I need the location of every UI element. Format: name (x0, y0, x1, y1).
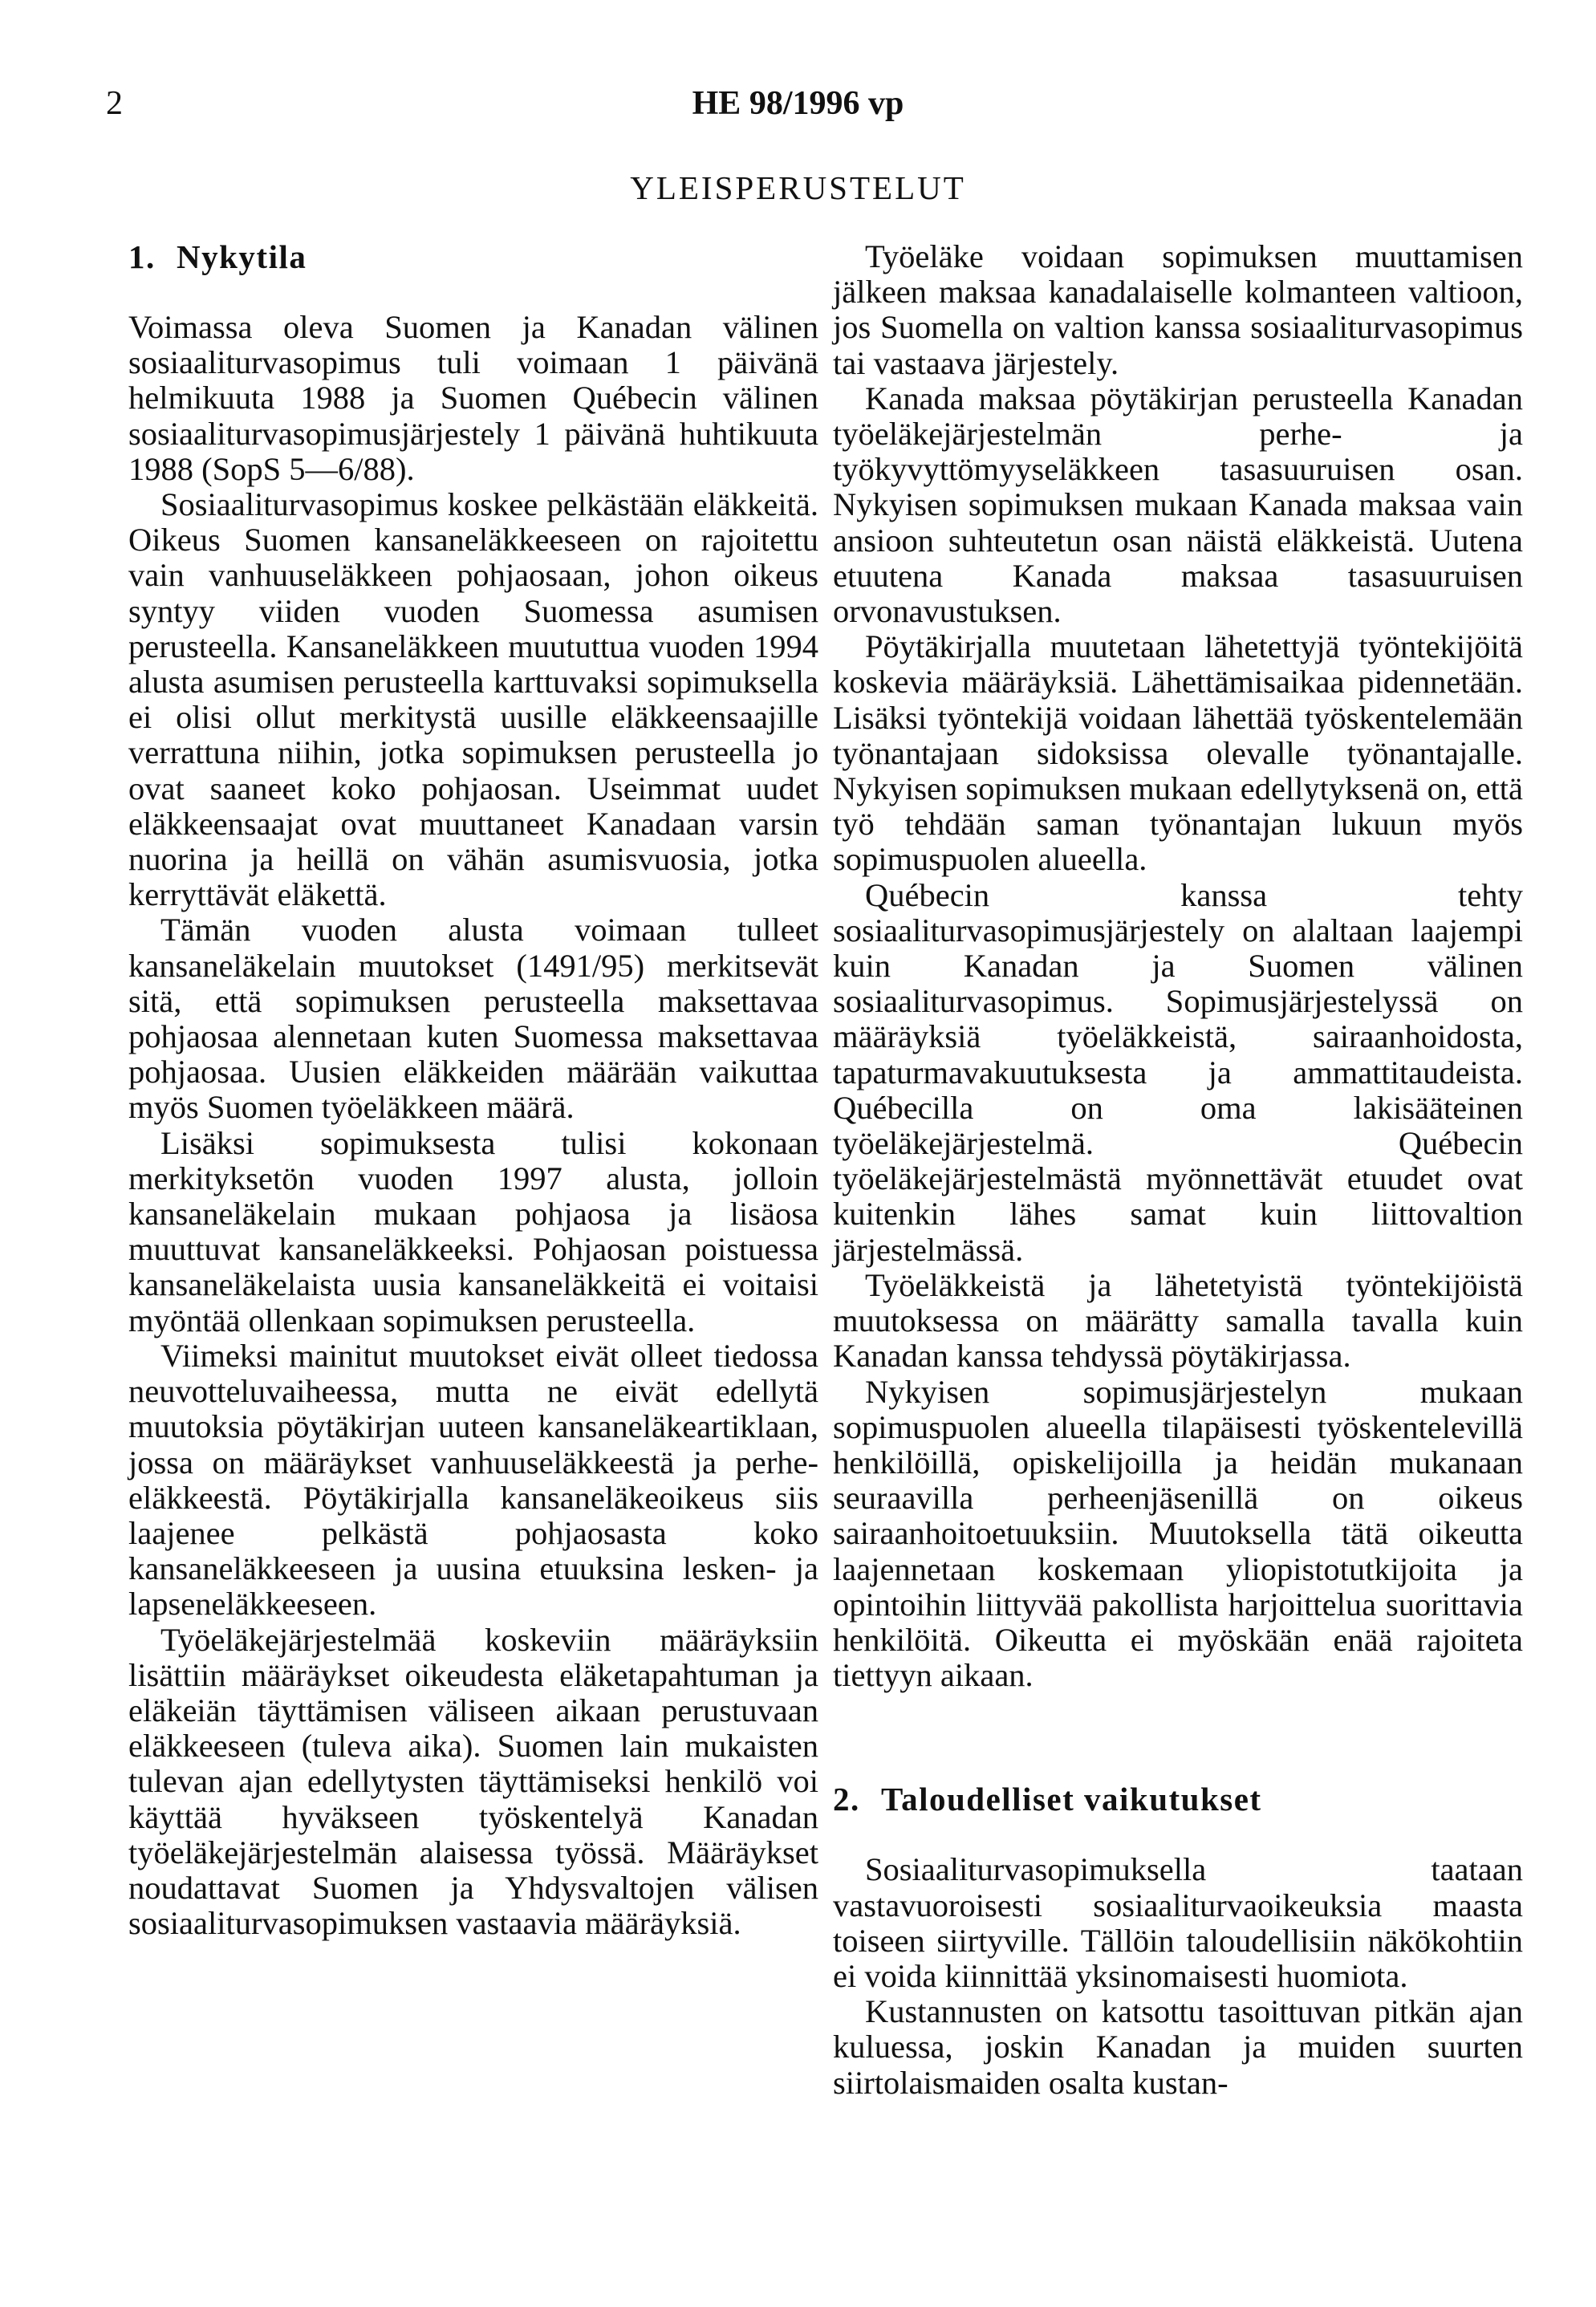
paragraph: Sosiaaliturvasopimus koskee pelkästään eläkkeitä. Oikeus Suomen kansaneläkkeeseen on rajoitettu vain vanhuuseläkkeen pohjaosaan, johon oikeus syntyy viiden vuoden Suomessa asumisen perusteella. Kansaneläkkeen muututtua vuoden 1994 alusta asumisen perusteella karttuvaksi sopimuksella ei olisi ollut merkitystä uusille eläkkeensaajille verrattuna niihin, jotka sopimuksen perusteella jo ovat saaneet koko pohjaosan. Useimmat uudet eläkkeensaajat ovat muuttaneet Kanadaan varsin nuorina ja heillä on vähän asumisvuosia, jotka kerryttävät eläkettä. (128, 486, 818, 913)
section-1-number: 1. (128, 238, 156, 275)
paragraph: Työeläkkeistä ja lähetetyistä työntekijöistä muutoksessa on määrätty samalla tavalla kuin Kanadan kanssa tehdyssä pöytäkirjassa. (833, 1266, 1523, 1375)
paragraph: Nykyisen sopimusjärjestelyn mukaan sopimuspuolen alueella tilapäisesti työskentelevillä henkilöillä, opiskelijoilla ja heidän mukanaan seuraavilla perheenjäsenillä on oikeus sairaanhoitoetuuksiin. Muutoksella tätä oikeutta laajennetaan koskemaan yliopistotutkijoita ja opintoihin liittyvää pakollista harjoittelua suorittavia henkilöitä. Oikeutta ei myöskään enää rajoiteta tiettyyn aikaan. (833, 1373, 1523, 1694)
right-column (833, 239, 1523, 2101)
paragraph: Pöytäkirjalla muutetaan lähetettyjä työntekijöitä koskevia määräyksiä. Lähettämisaikaa pidennetään. Lisäksi työntekijä voidaan lähettää työskentelemään työnantajaan sidoksissa olevalle työnantajalle. Nykyisen sopimuksen mukaan edellytyksenä on, että työ tehdään saman työnantajan lukuun myös sopimuspuolen alueella. (833, 628, 1523, 878)
main-heading: YLEISPERUSTELUT (630, 169, 966, 206)
paragraph: Kanada maksaa pöytäkirjan perusteella Kanadan työeläkejärjestelmän perhe- ja työkyvyttömyyseläkkeen tasasuuruisen osan. Nykyisen sopimuksen mukaan Kanada maksaa vain ansioon suhteutetun osan näistä eläkkeistä. Uutena etuutena Kanada maksaa tasasuuruisen orvonavustuksen. (833, 380, 1523, 630)
paragraph: Québecin kanssa tehty sosiaaliturvasopimusjärjestely on alaltaan laajempi kuin Kanadan ja Suomen välinen sosiaaliturvasopimus. Sopimusjärjestelyssä on määräyksiä työeläkkeistä, sairaanhoidosta, tapaturmavakuutuksesta ja ammattitaudeista. Québecilla on oma lakisääteinen työeläkejärjestelmä. Québecin työeläkejärjestelmästä myönnettävät etuudet ovat kuitenkin lähes samat kuin liittovaltion järjestelmässä. (833, 876, 1523, 1268)
paragraph: Kustannusten on katsottu tasoittuvan pitkän ajan kuluessa, joskin Kanadan ja muiden suurten siirtolaismaiden osalta kustan- (833, 1993, 1523, 2101)
paragraph: Työeläkejärjestelmää koskeviin määräyksiin lisättiin määräykset oikeudesta eläketapahtuman ja eläkeiän täyttämisen väliseen aikaan perustuvaan eläkkeeseen (tuleva aika). Suomen lain mukaisten tulevan ajan edellytysten täyttämiseksi henkilö voi käyttää hyväkseen työskentelyä Kanadan työeläkejärjestelmän alaisessa työssä. Määräykset noudattavat Suomen ja Yhdysvaltojen välisen sosiaaliturvasopimuksen vastaavia määräyksiä. (128, 1621, 818, 1942)
paragraph: Lisäksi sopimuksesta tulisi kokonaan merkityksetön vuoden 1997 alusta, jolloin kansaneläkelain mukaan pohjaosa ja lisäosa muuttuvat kansaneläkkeeksi. Pohjaosan poistuessa kansaneläkelaista uusia kansaneläkkeitä ei voitaisi myöntää ollenkaan sopimuksen perusteella. (128, 1124, 818, 1338)
paragraph: Sosiaaliturvasopimuksella taataan vastavuoroisesti sosiaaliturvaoikeuksia maasta toiseen siirtyville. Tällöin taloudellisiin näkökohtiin ei voida kiinnittää yksinomaisesti huomiota. (833, 1851, 1523, 1994)
paragraph: Voimassa oleva Suomen ja Kanadan välinen sosiaaliturvasopimus tuli voimaan 1 päivänä helmikuuta 1988 ja Suomen Québecin välinen sosiaaliturvasopimusjärjestely 1 päivänä huhtikuuta 1988 (SopS 5—6/88). (128, 309, 818, 487)
section-2-title: Taloudelliset vaikutukset (881, 1781, 1262, 1818)
section-2-heading (833, 1781, 1523, 1817)
paragraph: Viimeksi mainitut muutokset eivät olleet tiedossa neuvotteluvaiheessa, mutta ne eivät edellytä muutoksia pöytäkirjan uuteen kansaneläkeartiklaan, jossa on määräykset vanhuuseläkkeestä ja perhe-eläkkeestä. Pöytäkirjalla kansaneläkeoikeus siis laajenee pelkästä pohjaosasta koko kansaneläkkeeseen ja uusina etuuksina lesken- ja lapseneläkkeeseen. (128, 1337, 818, 1623)
section-1-title: Nykytila (177, 238, 307, 275)
document-id: HE 98/1996 vp (692, 85, 904, 122)
left-column (128, 239, 818, 1941)
paragraph: Työeläke voidaan sopimuksen muuttamisen jälkeen maksaa kanadalaiselle kolmanteen valtioon, jos Suomella on valtion kanssa sosiaaliturvasopimus tai vastaava järjestely. (833, 238, 1523, 381)
page-number: 2 (106, 85, 123, 122)
section-1-heading (128, 239, 818, 274)
section-2-number: 2. (833, 1781, 860, 1818)
paragraph: Tämän vuoden alusta voimaan tulleet kansaneläkelain muutokset (1491/95) merkitsevät sitä, että sopimuksen perusteella maksettavaa pohjaosaa alennetaan kuten Suomessa maksettavaa pohjaosaa. Uusien eläkkeiden määrään vaikuttaa myös Suomen työeläkkeen määrä. (128, 912, 818, 1126)
